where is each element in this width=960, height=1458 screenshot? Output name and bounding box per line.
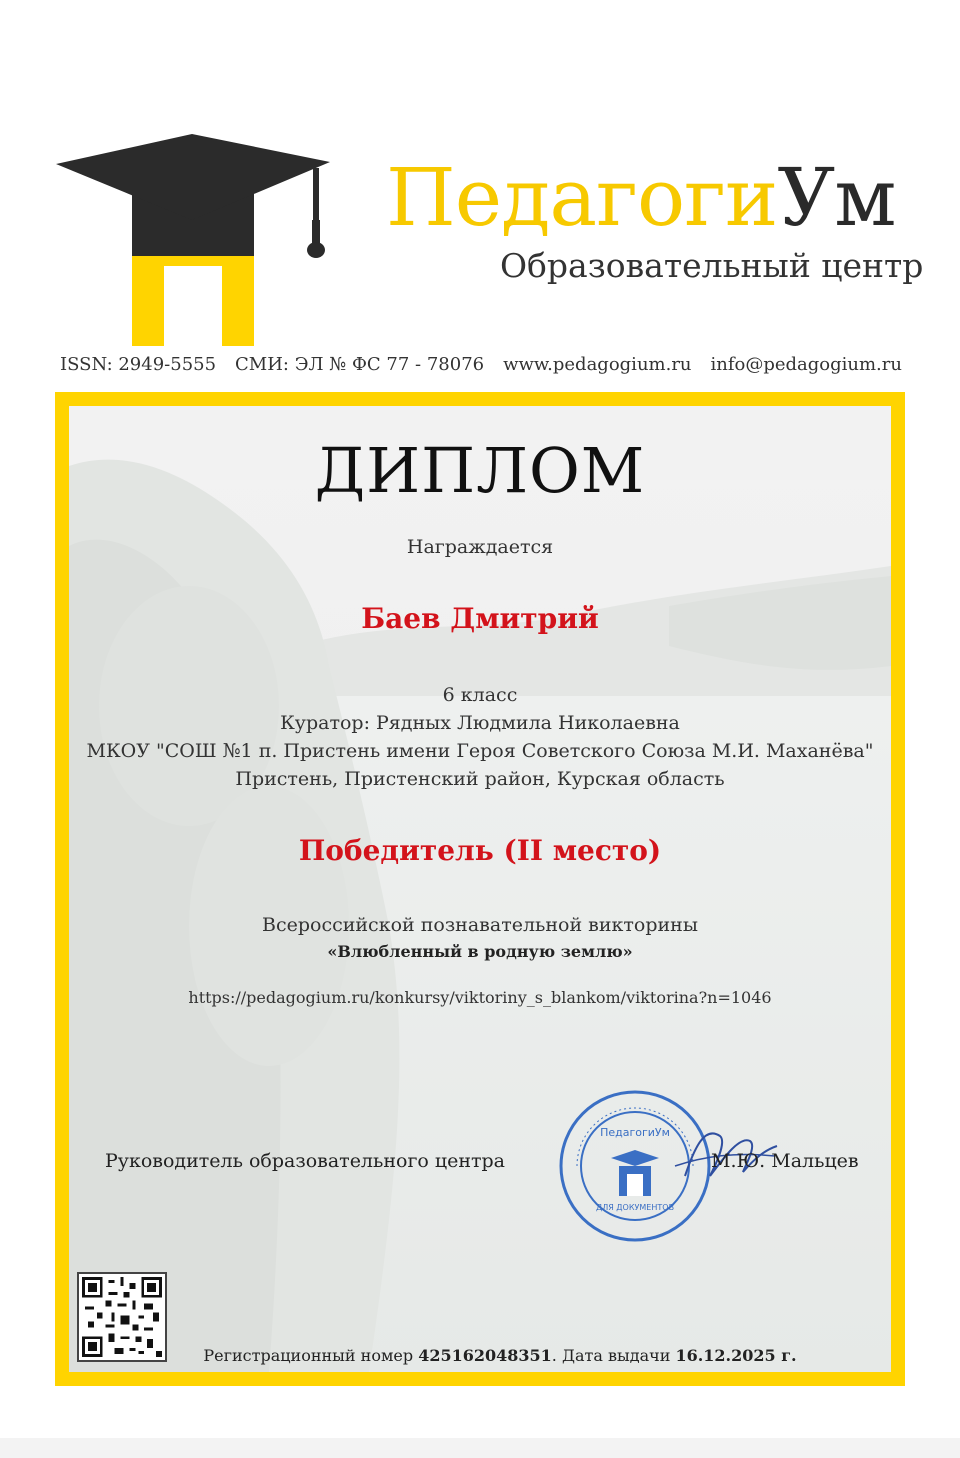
quiz-url-link[interactable]: https://pedagogium.ru/konkursy/viktoriny_s_blankom/viktorina?n=1046: [188, 988, 772, 1007]
curator-text: Куратор: Рядных Людмила Николаевна: [280, 712, 680, 734]
svg-text:ДЛЯ ДОКУМЕНТОВ: ДЛЯ ДОКУМЕНТОВ: [595, 1203, 675, 1212]
registration-line: [69, 1346, 891, 1365]
location-text: Пристень, Пристенский район, Курская область: [235, 768, 725, 790]
smi-text: СМИ: ЭЛ № ФС 77 - 78076: [235, 354, 485, 375]
svg-text:ПедагогиУм: ПедагогиУм: [600, 1126, 670, 1139]
reg-number: 425162048351: [418, 1346, 552, 1365]
diploma-content: [69, 406, 891, 1372]
school-text: МКОУ "СОШ №1 п. Пристень имени Героя Советского Союза М.И. Маханёва": [86, 740, 874, 762]
brand-subtitle: Образовательный центр: [500, 246, 924, 285]
header-info-line: [60, 354, 902, 375]
diploma-title: ДИПЛОМ: [314, 434, 646, 507]
awarded-label: Награждается: [406, 536, 554, 558]
place-text: Победитель (II место): [298, 834, 662, 867]
reg-label: Регистрационный номер: [203, 1346, 419, 1365]
graduation-cap-logo-icon: [54, 134, 334, 346]
issn-text: ISSN: 2949-5555: [60, 354, 217, 375]
website-link[interactable]: www.pedagogium.ru: [503, 354, 692, 375]
signer-name: М.Ю. Мальцев: [711, 1150, 859, 1172]
brand-name: [386, 150, 895, 246]
bottom-strip: [0, 1438, 960, 1458]
grade-text: 6 класс: [442, 684, 518, 706]
quiz-name-text: «Влюбленный в родную землю»: [327, 942, 633, 961]
quiz-type-text: Всероссийской познавательной викторины: [262, 914, 698, 936]
date-label: . Дата выдачи: [551, 1346, 676, 1365]
brand-name-part2: Ум: [777, 151, 896, 244]
email-link[interactable]: info@pedagogium.ru: [710, 354, 902, 375]
brand-name-part1: Педагоги: [386, 151, 778, 244]
director-label: Руководитель образовательного центра: [105, 1150, 506, 1172]
recipient-name: Баев Дмитрий: [361, 602, 599, 635]
diploma-frame: [55, 392, 905, 1386]
issue-date: 16.12.2025 г.: [675, 1346, 797, 1365]
